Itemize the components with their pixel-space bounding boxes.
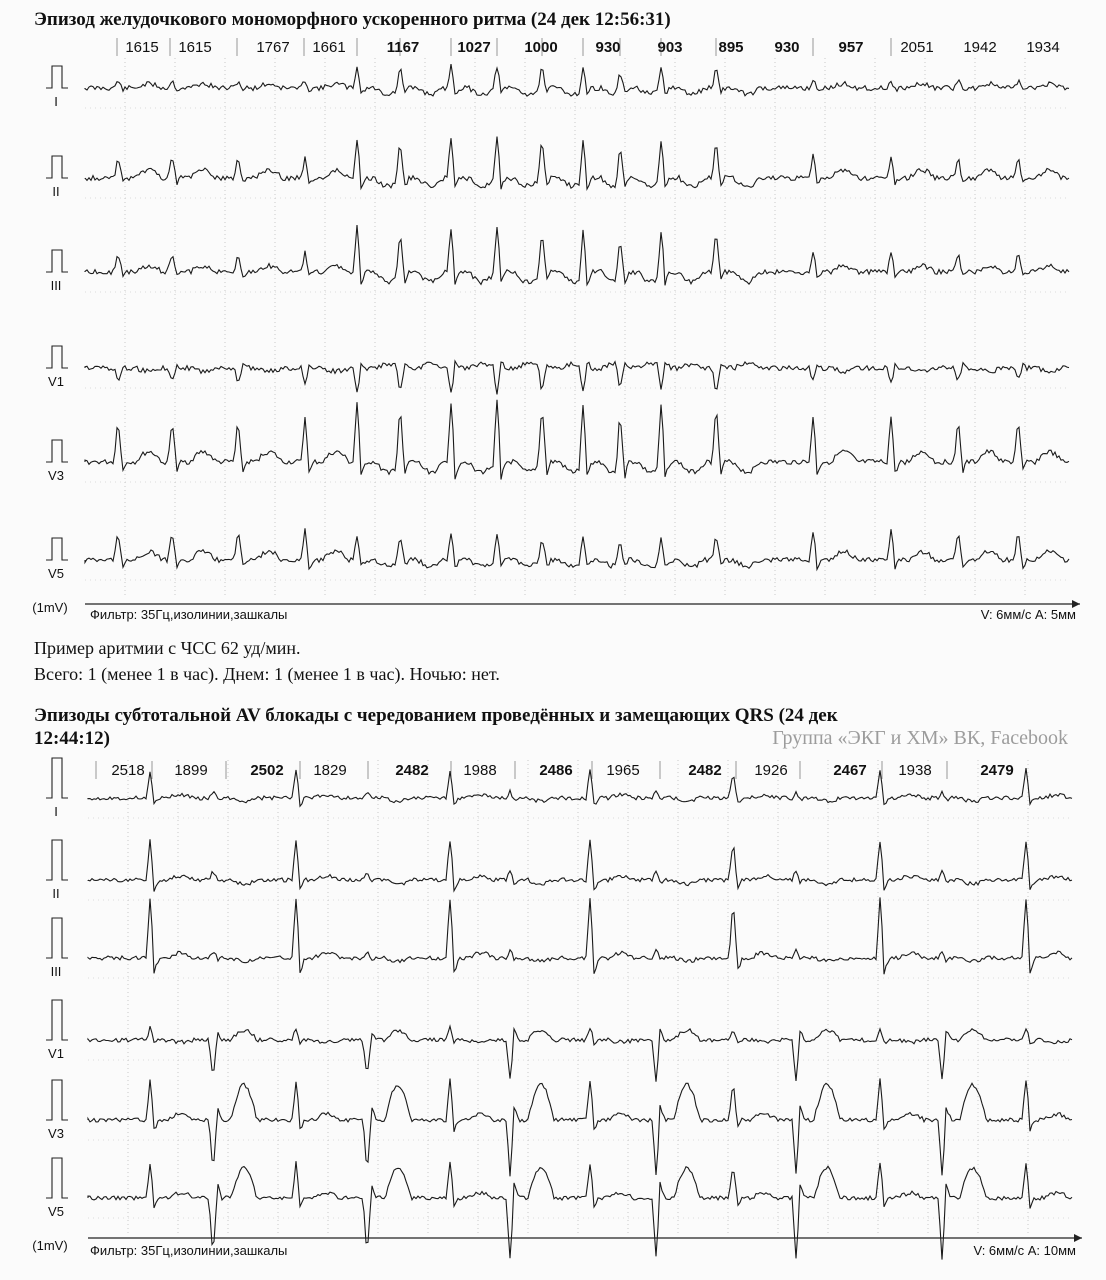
strip1-rr-label: 2051 xyxy=(900,39,934,56)
watermark: Группа «ЭКГ и ХМ» ВК, Facebook xyxy=(772,727,1068,749)
strip2-rr-label: 2479 xyxy=(980,762,1014,779)
section2-filter-label: Фильтр: 35Гц,изолинии,зашкалы xyxy=(90,1243,288,1258)
section2-scale-label: V: 6мм/с A: 10мм xyxy=(973,1243,1076,1258)
strip2-lead-label-v1: V1 xyxy=(48,1046,64,1061)
strip1-rr-label: 1167 xyxy=(386,39,420,56)
section2-title-line2: 12:44:12) xyxy=(34,728,110,749)
strip2-trace-v3 xyxy=(88,1078,1072,1176)
section1-scale-label: V: 6мм/с A: 5мм xyxy=(980,607,1076,622)
strip2-rr-label: 2482 xyxy=(688,762,722,779)
strip1-rr-label: 1027 xyxy=(457,39,491,56)
strip2-rr-label: 1829 xyxy=(313,762,347,779)
strip2-rr-label: 2482 xyxy=(395,762,429,779)
strip1-rr-label: 1615 xyxy=(178,39,212,56)
strip2-calibration-pulse xyxy=(46,1158,68,1198)
strip1-rr-label: 1661 xyxy=(312,39,346,56)
strip1-lead-label-v1: V1 xyxy=(48,374,64,389)
strip2-calibration-pulse xyxy=(46,840,68,880)
strip1-rr-label: 895 xyxy=(718,39,744,56)
strip2-rr-label: 1926 xyxy=(754,762,788,779)
strip1-lead-label-ii: II xyxy=(52,184,60,199)
strip2-rr-label: 1988 xyxy=(463,762,497,779)
strip2-axis-arrow-icon xyxy=(1074,1234,1082,1242)
strip2-rr-label: 1899 xyxy=(174,762,208,779)
strip2-lead-label-iii: III xyxy=(50,964,62,979)
strip2-lead-label-i: I xyxy=(54,804,58,819)
section1-filter-label: Фильтр: 35Гц,изолинии,зашкалы xyxy=(90,607,288,622)
section2-title-line1: Эпизоды субтотальной AV блокады с чередованием проведённых и замещающих QRS (24 дек xyxy=(34,705,838,726)
strip1-rr-label: 1767 xyxy=(256,39,290,56)
strip2-lead-label-v5: V5 xyxy=(48,1204,64,1219)
strip1-rr-label: 1934 xyxy=(1026,39,1060,56)
strip2-calibration-pulse xyxy=(46,1080,68,1120)
strip2-rr-label: 2518 xyxy=(111,762,145,779)
strip1-rr-label: 930 xyxy=(595,39,621,56)
strip1-rr-label: 1615 xyxy=(125,39,159,56)
strip1-calibration-label: (1mV) xyxy=(32,600,68,615)
strip2-rr-label: 2486 xyxy=(539,762,573,779)
strip1-lead-label-i: I xyxy=(54,94,58,109)
strip2-rr-label: 1938 xyxy=(898,762,932,779)
strip2-lead-label-v3: V3 xyxy=(48,1126,64,1141)
strip2-calibration-pulse xyxy=(46,758,68,798)
strip2-rr-label: 2502 xyxy=(250,762,284,779)
strip2-trace-ii xyxy=(88,839,1072,891)
strip1-rr-label: 1942 xyxy=(963,39,997,56)
strip2-calibration-pulse xyxy=(46,918,68,958)
strip1-lead-label-v5: V5 xyxy=(48,566,64,581)
strip2-trace-v1 xyxy=(88,1026,1072,1082)
strip2-rr-label: 2467 xyxy=(833,762,867,779)
strip1-rr-label: 957 xyxy=(838,39,864,56)
strip2-rr-label: 1965 xyxy=(606,762,640,779)
strip1-rr-label: 903 xyxy=(657,39,683,56)
strip1-rr-label: 930 xyxy=(774,39,800,56)
strip2-calibration-label: (1mV) xyxy=(32,1238,68,1253)
strip2-lead-label-ii: II xyxy=(52,886,60,901)
section1-title: Эпизод желудочкового мономорфного ускоренного ритма (24 дек 12:56:31) xyxy=(34,9,671,30)
strip2-calibration-pulse xyxy=(46,1000,68,1040)
strip1-lead-label-iii: III xyxy=(50,278,62,293)
strip2-trace-iii xyxy=(88,897,1072,974)
strip1-lead-label-v3: V3 xyxy=(48,468,64,483)
summary-counts-text: Всего: 1 (менее 1 в час). Днем: 1 (менее 1 в час). Ночью: нет. xyxy=(34,664,500,684)
summary-rate-text: Пример аритмии с ЧСС 62 уд/мин. xyxy=(34,638,301,658)
strip1-rr-label: 1000 xyxy=(524,39,558,56)
